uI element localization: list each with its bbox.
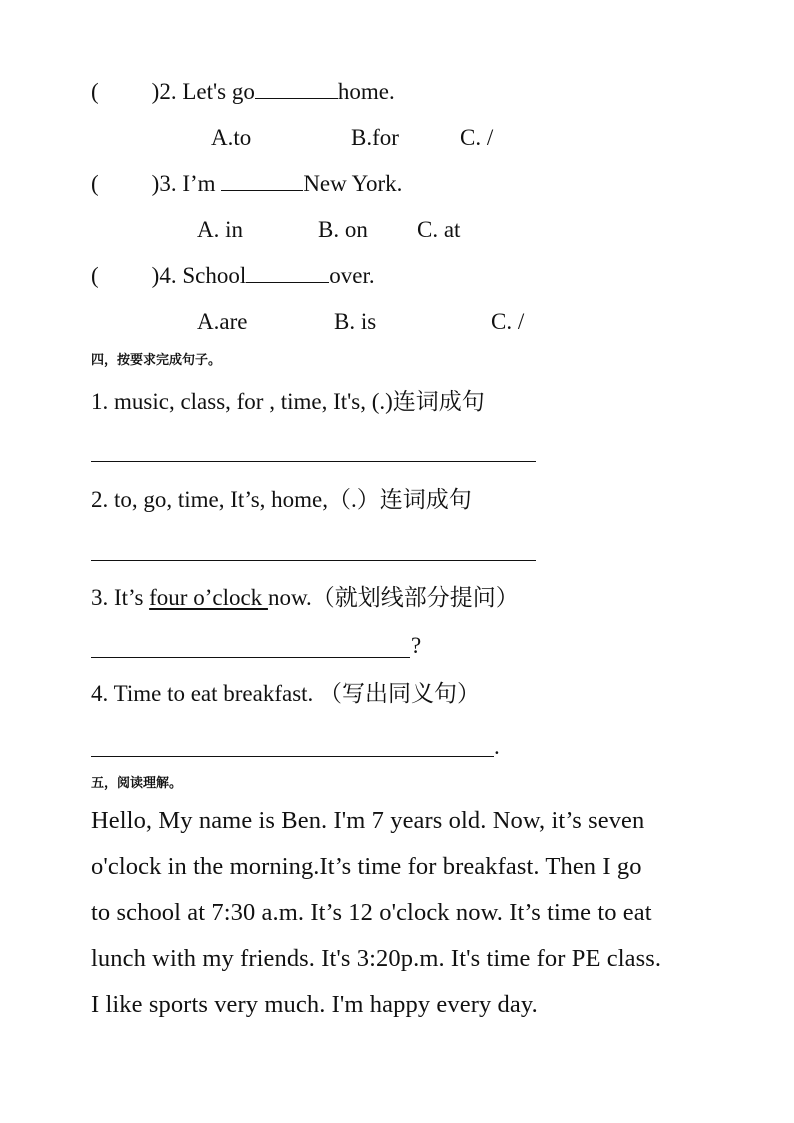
section-4-heading: 四，按要求完成句子。 [91,353,222,368]
option-a: A.are [197,309,248,334]
sentence-task-1: 1. music, class, for , time, It's, (.)连词成句 [91,389,485,414]
option-a: A. in [197,217,243,242]
passage-line: o'clock in the morning.It’s time for breakfast. Then I go [91,853,642,880]
underlined-phrase: four o’clock [149,585,268,610]
fill-blank[interactable] [255,78,338,99]
passage-line: Hello, My name is Ben. I'm 7 years old. Now, it’s seven [91,807,645,834]
option-a: A.to [211,125,252,150]
sentence-task-3 [91,584,519,612]
question-4 [91,262,375,290]
answer-line-3[interactable] [91,657,410,658]
answer-line-4[interactable] [91,756,494,757]
passage-line: lunch with my friends. It's 3:20p.m. It's time for PE class. [91,945,662,972]
option-b: B. on [318,217,368,242]
question-text-after: New York. [303,171,403,196]
option-c: C. / [460,125,494,150]
question-text-before: Let's go [182,79,255,104]
answer-line-1[interactable] [91,461,536,462]
question-number: 3. [159,171,177,196]
sentence-task-4: 4. Time to eat breakfast. （写出同义句） [91,681,481,706]
option-c: C. / [491,309,525,334]
question-number: 4. [159,263,177,288]
option-b: B.for [351,125,399,150]
question-mark: ? [411,633,422,658]
question-text-before: School [182,263,247,288]
answer-paren-close: ) [151,79,160,104]
question-3 [91,170,402,198]
answer-paren-open: ( [91,263,99,288]
answer-paren-open: ( [91,171,99,196]
option-b: B. is [334,309,377,334]
fill-blank[interactable] [246,262,329,283]
section-5-heading: 五，阅读理解。 [91,776,183,791]
sentence-task-2: 2. to, go, time, It’s, home,（.）连词成句 [91,487,472,512]
task-3-prefix: 3. It’s [91,585,150,610]
answer-paren-close: ) [151,263,160,288]
question-text-after: over. [329,263,375,288]
answer-paren-close: ) [151,171,160,196]
fill-blank[interactable] [221,170,303,191]
option-c: C. at [417,217,461,242]
question-text-before: I’m [182,171,222,196]
passage-line: I like sports very much. I'm happy every day. [91,991,538,1018]
reading-passage [91,798,721,1028]
answer-paren-open: ( [91,79,99,104]
answer-line-2[interactable] [91,560,536,561]
task-3-suffix: now.（就划线部分提问） [267,585,519,610]
passage-line: to school at 7:30 a.m. It’s 12 o'clock now. It’s time to eat [91,899,652,926]
question-text-after: home. [337,79,395,104]
question-number: 2. [159,79,177,104]
question-2 [91,78,395,106]
period-mark: . [494,734,500,759]
